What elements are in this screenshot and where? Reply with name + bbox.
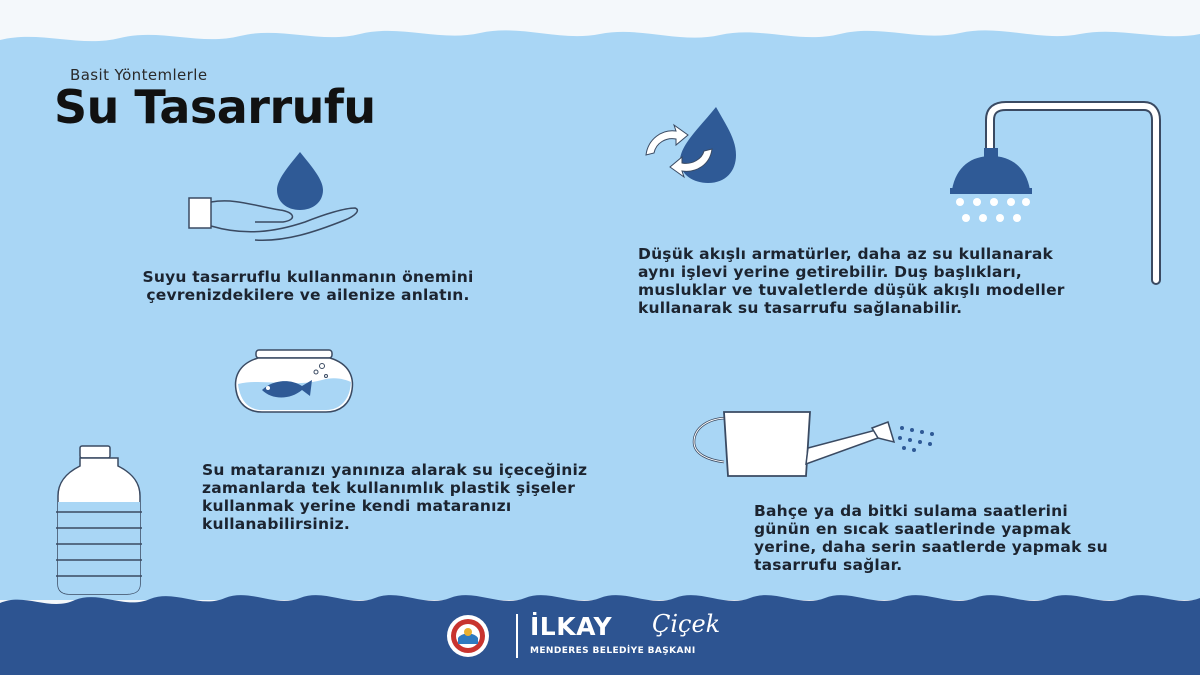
tip-text-1: Suyu tasarruflu kullanmanın önemini çevrenizdekilere ve ailenize anlatın. [142,268,474,304]
tip-text-2: Düşük akışlı armatürler, daha az su kullanarak aynı işlevi yerine getirebilir. Duş başlıkları, musluklar ve tuvaletlerde düşük akışlı modeller kullanarak su tasarrufu sağlanabilir. [638,245,1065,317]
recycle-drop-icon [636,105,746,185]
tip-text-3: Su mataranızı yanınıza alarak su içeceğiniz zamanlarda tek kullanımlık plastik şişeler kullanmak yerine kendi mataranızı kullanabilirsiniz. [202,461,588,533]
footer-role: MENDERES BELEDİYE BAŞKANI [530,646,696,656]
water-drop-hand-icon [185,150,365,242]
tip-text-4: Bahçe ya da bitki sulama saatlerini günün en sıcak saatlerinde yapmak yerine, daha serin saatlerde yapmak su tasarrufu sağlar. [754,502,1108,574]
watering-can-icon [688,408,948,480]
footer-divider [516,614,518,658]
page-title: Su Tasarrufu [54,80,376,134]
municipality-seal-icon [446,614,490,658]
subtitle: Basit Yöntemlerle [70,66,208,84]
plastic-bottle-icon [50,444,150,596]
footer-signature: Çiçek [652,610,721,638]
fishbowl-icon [232,348,357,416]
footer-name: İLKAY [530,612,613,641]
